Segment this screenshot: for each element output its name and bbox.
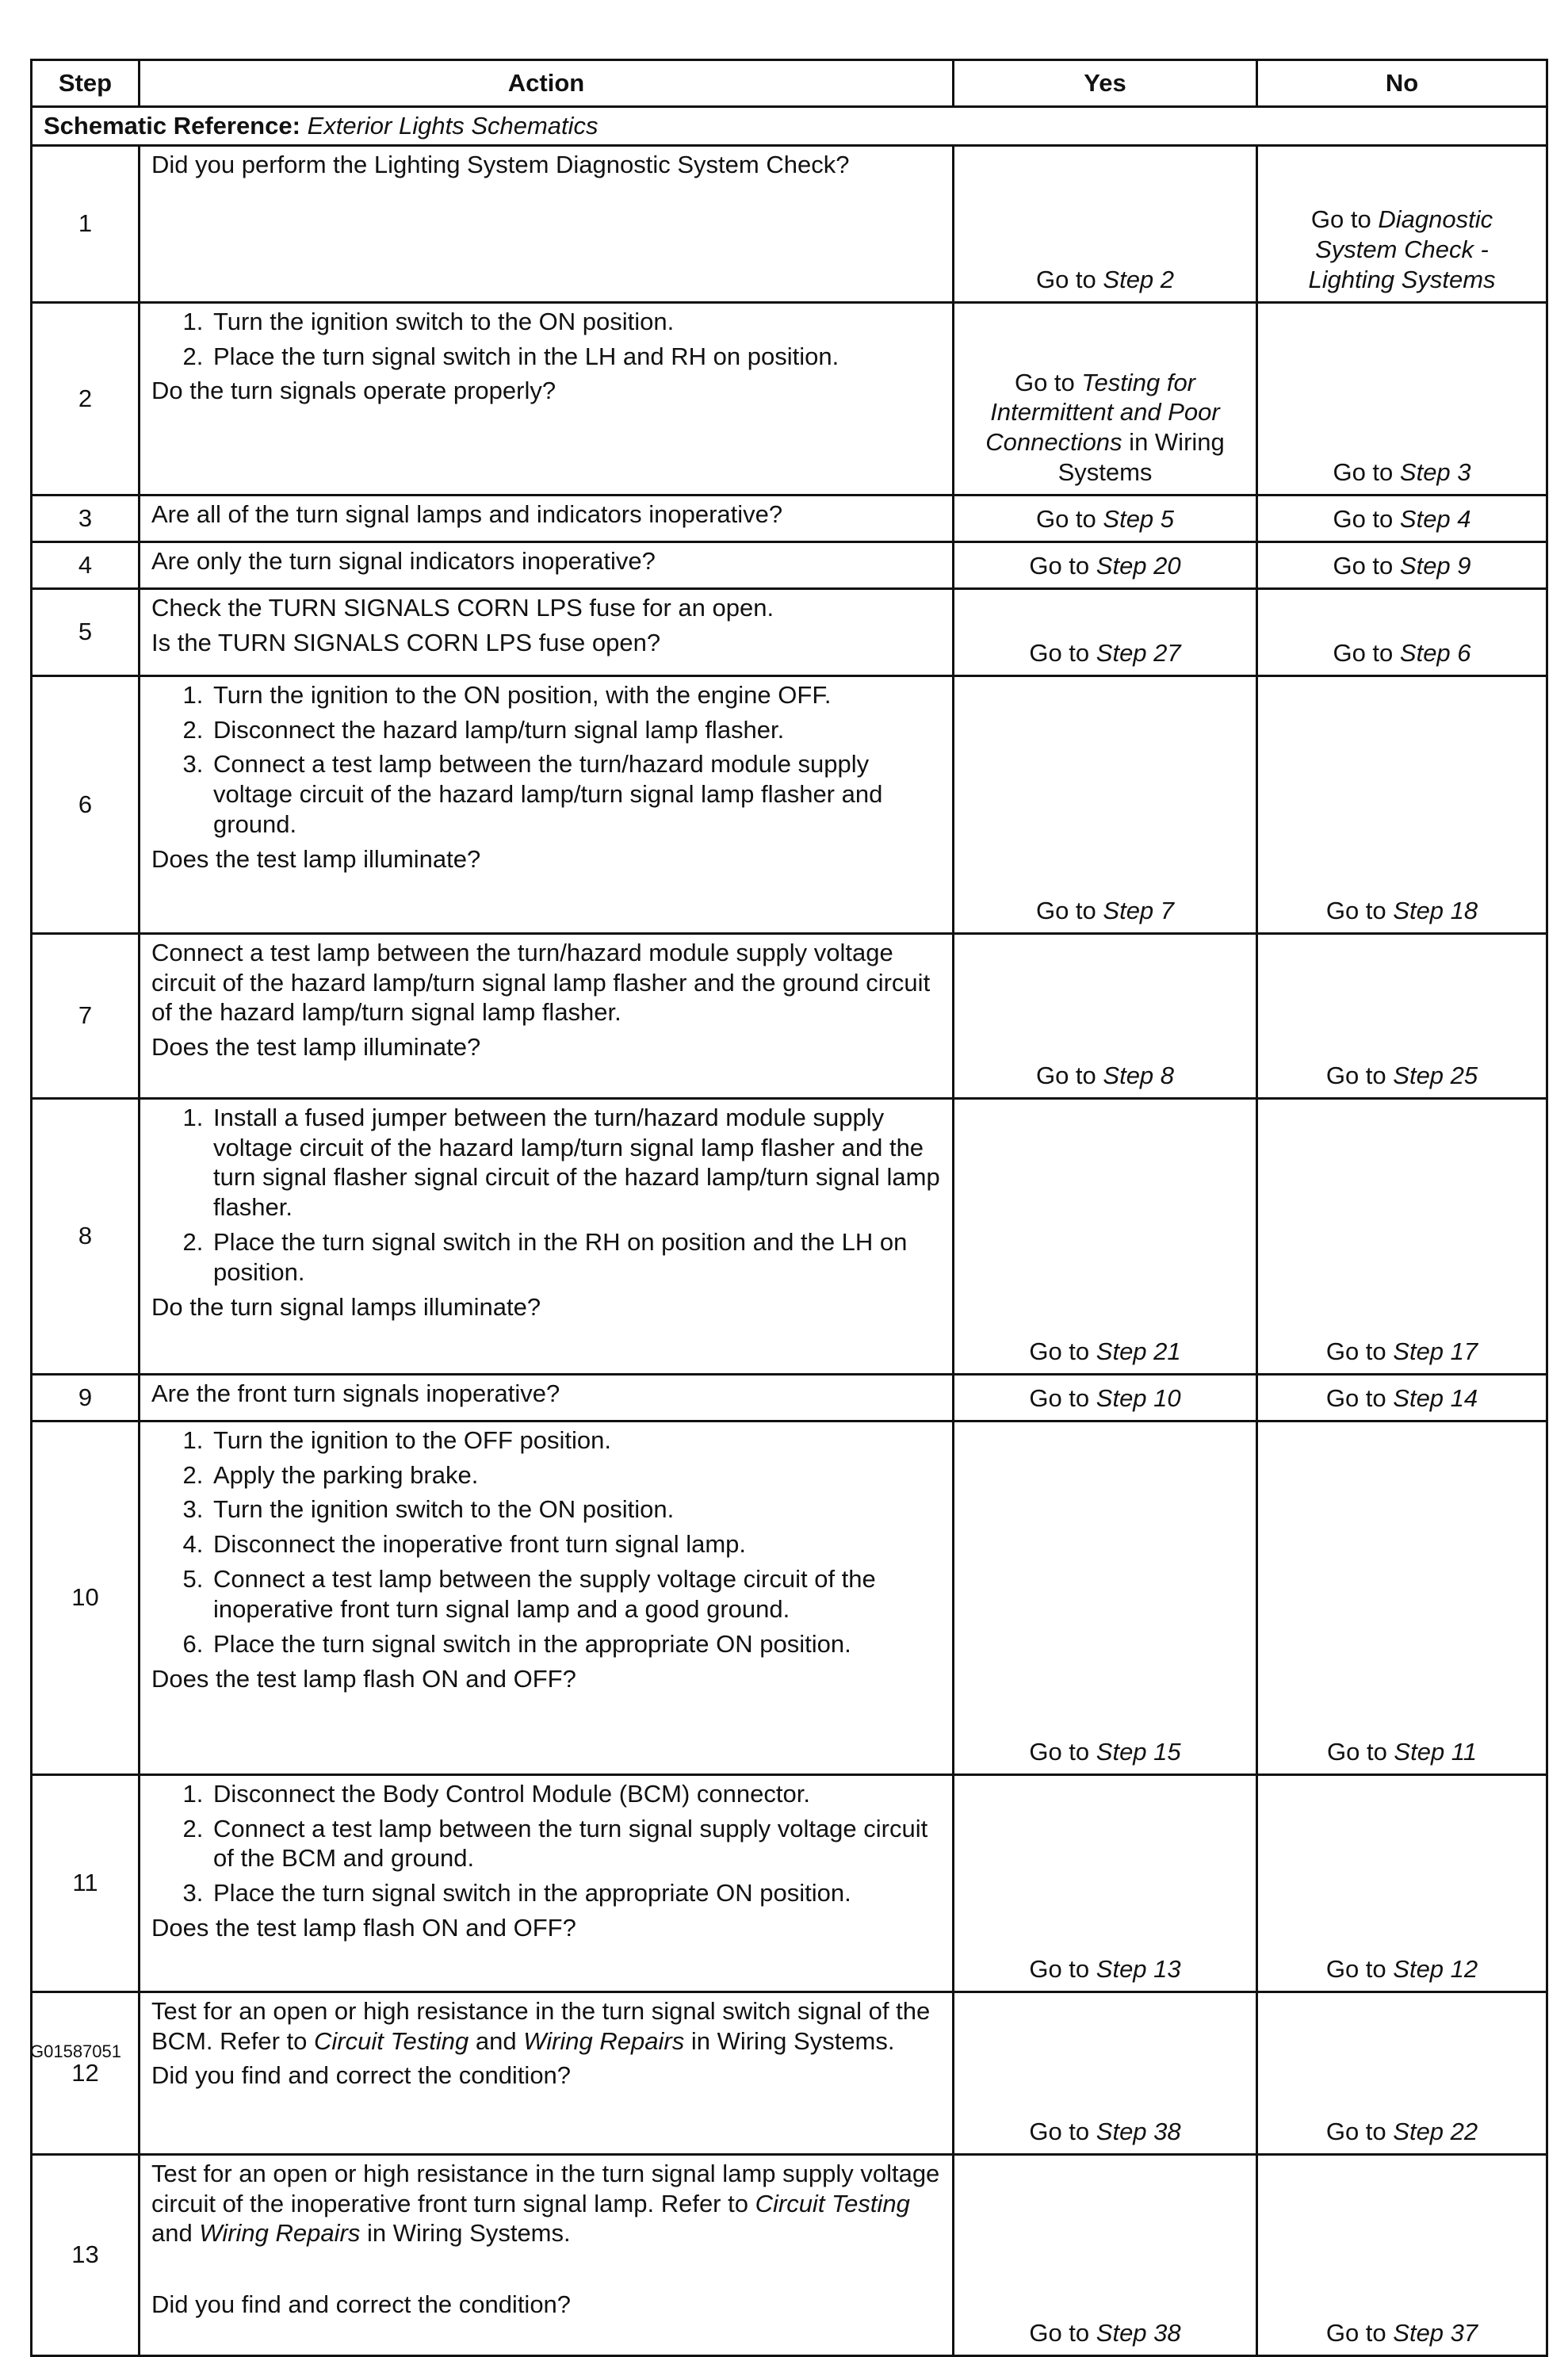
action-steps	[151, 307, 941, 372]
action-text	[151, 499, 941, 530]
action-text	[151, 1664, 941, 1694]
text-run: Go to	[1333, 458, 1400, 486]
yes-cell	[954, 933, 1257, 1098]
italic-text: Step 38	[1096, 2319, 1181, 2347]
action-text	[151, 1913, 941, 1943]
schematic-reference-label: Schematic Reference:	[44, 112, 300, 140]
text-run: Do the turn signal lamps illuminate?	[151, 1292, 541, 1321]
yes-cell	[954, 1992, 1257, 2154]
step-number: 9	[32, 1374, 140, 1421]
no-cell	[1257, 541, 1547, 588]
action-text	[151, 2290, 941, 2320]
table-row	[32, 541, 1547, 588]
text-run: Go to	[1325, 2118, 1394, 2145]
table-row	[32, 1992, 1547, 2154]
text-run: Turn the ignition switch to the ON position.	[213, 307, 675, 335]
text-run: Go to	[1333, 505, 1400, 533]
action-cell	[140, 495, 954, 541]
text-run: Go to	[1333, 639, 1400, 667]
action-step	[210, 1779, 941, 1809]
text-run: Go to	[1029, 639, 1096, 667]
text-run: and	[468, 2026, 524, 2055]
table-body	[32, 107, 1547, 2356]
no-cell	[1257, 1421, 1547, 1774]
no-cell	[1257, 145, 1547, 302]
text-run: Do the turn signals operate properly?	[151, 377, 556, 405]
action-step	[210, 1878, 941, 1908]
italic-text: Step 27	[1096, 639, 1181, 667]
no-cell	[1257, 495, 1547, 541]
action-step	[210, 749, 941, 839]
italic-text: Step 21	[1096, 1337, 1181, 1365]
action-text	[151, 1996, 941, 2057]
step-number: 8	[32, 1098, 140, 1374]
action-step	[210, 680, 941, 710]
no-cell	[1257, 675, 1547, 933]
action-step	[210, 307, 941, 337]
action-cell	[140, 1774, 954, 1992]
italic-text: Step 38	[1096, 2118, 1181, 2145]
text-run: Go to	[1333, 552, 1400, 580]
text-run: and	[151, 2219, 200, 2248]
action-steps	[151, 1425, 941, 1659]
italic-text: Step 25	[1393, 1062, 1478, 1089]
schematic-reference-row	[32, 107, 1547, 146]
table-row	[32, 675, 1547, 933]
step-number: 2	[32, 302, 140, 495]
action-text	[151, 938, 941, 1027]
action-step	[210, 1814, 941, 1874]
text-run: Go to	[1029, 2319, 1096, 2347]
text-run: Go to	[1325, 1384, 1394, 1412]
action-text	[151, 1292, 941, 1322]
action-steps	[151, 1779, 941, 1908]
action-step	[210, 1564, 941, 1624]
action-step	[210, 1629, 941, 1659]
text-run: Connect a test lamp between the turn signal supply voltage circuit of the BCM and ground.	[213, 1814, 928, 1873]
action-step	[210, 1103, 941, 1223]
no-cell	[1257, 1374, 1547, 1421]
action-text	[151, 2060, 941, 2091]
italic-text: Step 15	[1096, 1738, 1181, 1766]
text-run: Apply the parking brake.	[213, 1460, 479, 1489]
text-run: Go to	[1029, 1738, 1096, 1766]
italic-text: Wiring Repairs	[523, 2026, 685, 2055]
header-row	[32, 60, 1547, 107]
text-run: Go to	[1310, 205, 1379, 234]
no-cell	[1257, 1098, 1547, 1374]
italic-text: Step 8	[1103, 1062, 1175, 1089]
figure-code: G01587051	[30, 2041, 121, 2061]
step-number: 6	[32, 675, 140, 933]
no-cell	[1257, 1774, 1547, 1992]
action-text	[151, 2159, 941, 2248]
text-run: Did you perform the Lighting System Diagnostic System Check?	[151, 150, 850, 178]
table-row	[32, 933, 1547, 1098]
text-run: Turn the ignition to the ON position, with the engine OFF.	[213, 680, 832, 709]
text-run: Turn the ignition switch to the ON position.	[213, 1495, 675, 1524]
action-text	[151, 1379, 941, 1409]
step-number: 7	[32, 933, 140, 1098]
step-number: 12	[32, 1992, 140, 2154]
schematic-reference	[32, 107, 1547, 146]
italic-text: Step 4	[1399, 505, 1471, 533]
italic-text: Diagnostic System Check - Lighting Systems	[1308, 205, 1496, 293]
text-run: Does the test lamp illuminate?	[151, 844, 481, 873]
text-run: in Wiring Systems.	[360, 2219, 571, 2248]
italic-text: Circuit Testing	[755, 2189, 910, 2217]
action-text	[151, 628, 941, 658]
text-run: Go to	[1035, 897, 1103, 924]
table-row	[32, 145, 1547, 302]
table-row	[32, 302, 1547, 495]
schematic-reference-value: Exterior Lights Schematics	[307, 112, 599, 140]
text-run: Go to	[1325, 1062, 1394, 1089]
table-row	[32, 588, 1547, 675]
action-step	[210, 1529, 941, 1559]
italic-text: Step 12	[1393, 1955, 1478, 1983]
text-run: Turn the ignition to the OFF position.	[213, 1425, 611, 1454]
table-row	[32, 1098, 1547, 1374]
text-run: Test for an open or high resistance in the turn signal lamp supply voltage circuit of the inoperative front turn signal lamp. Refer to	[151, 2159, 940, 2217]
text-run: Does the test lamp flash ON and OFF?	[151, 1914, 576, 1942]
italic-text: Circuit Testing	[314, 2026, 469, 2055]
header-no: No	[1257, 60, 1547, 107]
yes-cell	[954, 1374, 1257, 1421]
action-text	[151, 150, 941, 180]
action-cell	[140, 1992, 954, 2154]
text-run: Connect a test lamp between the supply voltage circuit of the inoperative front turn signal lamp and a good ground.	[213, 1565, 876, 1623]
no-cell	[1257, 302, 1547, 495]
action-text	[151, 593, 941, 623]
text-run: Place the turn signal switch in the appropriate ON position.	[213, 1629, 851, 1658]
italic-text: Step 17	[1393, 1337, 1478, 1365]
table-row	[32, 1421, 1547, 1774]
header-step: Step	[32, 60, 140, 107]
text-run: Go to	[1325, 1337, 1394, 1365]
diagnostic-table	[30, 59, 1548, 2357]
text-run: Go to	[1029, 552, 1096, 580]
no-cell	[1257, 588, 1547, 675]
text-run: Is the TURN SIGNALS CORN LPS fuse open?	[151, 628, 661, 656]
action-cell	[140, 302, 954, 495]
table-row	[32, 1774, 1547, 1992]
italic-text: Step 13	[1096, 1955, 1181, 1983]
action-text	[151, 376, 941, 406]
no-cell	[1257, 933, 1547, 1098]
action-cell	[140, 1374, 954, 1421]
yes-cell	[954, 2154, 1257, 2355]
yes-cell	[954, 302, 1257, 495]
action-cell	[140, 675, 954, 933]
header-yes: Yes	[954, 60, 1257, 107]
text-run: Disconnect the inoperative front turn signal lamp.	[213, 1530, 747, 1559]
italic-text: Wiring Repairs	[199, 2219, 361, 2248]
table-row	[32, 2154, 1547, 2355]
text-run: Place the turn signal switch in the RH on position and the LH on position.	[213, 1228, 908, 1286]
yes-cell	[954, 1421, 1257, 1774]
italic-text: Step 18	[1393, 897, 1478, 924]
yes-cell	[954, 145, 1257, 302]
text-run: Check the TURN SIGNALS CORN LPS fuse for an open.	[151, 593, 774, 622]
text-run: Test for an open or high resistance in the turn signal switch signal of the BCM. Refer to	[151, 1996, 931, 2055]
italic-text: Step 11	[1394, 1738, 1477, 1766]
action-cell	[140, 1098, 954, 1374]
action-step	[210, 1460, 941, 1490]
action-cell	[140, 145, 954, 302]
text-run: Go to	[1014, 368, 1082, 396]
action-cell	[140, 933, 954, 1098]
action-steps	[151, 680, 941, 840]
italic-text: Step 14	[1393, 1384, 1478, 1412]
italic-text: Step 20	[1096, 552, 1181, 580]
text-run: Go to	[1325, 897, 1394, 924]
action-steps	[151, 1103, 941, 1288]
yes-cell	[954, 1774, 1257, 1992]
text-run: Does the test lamp illuminate?	[151, 1033, 481, 1062]
action-cell	[140, 541, 954, 588]
text-run: Go to	[1029, 2118, 1096, 2145]
text-run: Go to	[1035, 266, 1103, 293]
text-run: Place the turn signal switch in the LH and RH on position.	[213, 342, 839, 370]
text-run: Go to	[1029, 1384, 1096, 1412]
italic-text: Testing for Intermittent and Poor Connections	[985, 368, 1220, 457]
text-run: Go to	[1326, 1738, 1394, 1766]
yes-cell	[954, 495, 1257, 541]
step-number: 5	[32, 588, 140, 675]
no-cell	[1257, 2154, 1547, 2355]
action-step	[210, 715, 941, 745]
header-action: Action	[140, 60, 954, 107]
text-run: Are the front turn signals inoperative?	[151, 1379, 560, 1407]
yes-cell	[954, 588, 1257, 675]
step-number: 13	[32, 2154, 140, 2355]
yes-cell	[954, 541, 1257, 588]
step-number: 4	[32, 541, 140, 588]
text-run: Connect a test lamp between the turn/hazard module supply voltage circuit of the hazard lamp/turn signal lamp flasher and ground.	[213, 750, 883, 839]
text-run: Go to	[1029, 1337, 1096, 1365]
step-number: 10	[32, 1421, 140, 1774]
table-row	[32, 495, 1547, 541]
text-run: Does the test lamp flash ON and OFF?	[151, 1664, 576, 1693]
text-run: Are all of the turn signal lamps and indicators inoperative?	[151, 499, 783, 528]
action-text	[151, 546, 941, 576]
action-step	[210, 342, 941, 372]
italic-text: Step 3	[1399, 458, 1471, 486]
text-run: Did you find and correct the condition?	[151, 2061, 572, 2090]
action-text	[151, 1032, 941, 1062]
action-step	[210, 1494, 941, 1525]
text-run: in Wiring Systems	[1057, 428, 1225, 486]
italic-text: Step 5	[1103, 505, 1175, 533]
text-run: Disconnect the Body Control Module (BCM) connector.	[213, 1779, 810, 1808]
italic-text: Step 9	[1399, 552, 1471, 580]
text-run: in Wiring Systems.	[684, 2026, 895, 2055]
no-cell	[1257, 1992, 1547, 2154]
italic-text: Step 22	[1393, 2118, 1478, 2145]
action-cell	[140, 588, 954, 675]
step-number: 1	[32, 145, 140, 302]
action-text	[151, 844, 941, 874]
text-run: Go to	[1325, 1955, 1394, 1983]
text-run: Place the turn signal switch in the appropriate ON position.	[213, 1879, 851, 1907]
action-cell	[140, 2154, 954, 2355]
italic-text: Step 7	[1103, 897, 1175, 924]
italic-text: Step 2	[1103, 266, 1175, 293]
table-row	[32, 1374, 1547, 1421]
step-number: 11	[32, 1774, 140, 1992]
action-cell	[140, 1421, 954, 1774]
yes-cell	[954, 675, 1257, 933]
action-step	[210, 1227, 941, 1288]
italic-text: Step 37	[1393, 2319, 1478, 2347]
action-step	[210, 1425, 941, 1456]
text-run: Go to	[1035, 505, 1103, 533]
yes-cell	[954, 1098, 1257, 1374]
text-run: Install a fused jumper between the turn/hazard module supply voltage circuit of the hazard lamp/turn signal lamp flasher and the turn signal flasher signal circuit of the hazard lamp/turn signal lamp flasher.	[213, 1103, 940, 1222]
italic-text: Step 6	[1399, 639, 1471, 667]
text-run: Did you find and correct the condition?	[151, 2290, 572, 2319]
text-run: Are only the turn signal indicators inoperative?	[151, 546, 656, 575]
step-number: 3	[32, 495, 140, 541]
text-run: Go to	[1325, 2319, 1394, 2347]
text-run: Connect a test lamp between the turn/hazard module supply voltage circuit of the hazard lamp/turn signal lamp flasher and the ground circuit of the hazard lamp/turn signal lamp flasher.	[151, 938, 931, 1027]
text-run: Disconnect the hazard lamp/turn signal lamp flasher.	[213, 715, 785, 744]
text-run: Go to	[1029, 1955, 1096, 1983]
text-run: Go to	[1035, 1062, 1103, 1089]
italic-text: Step 10	[1096, 1384, 1181, 1412]
